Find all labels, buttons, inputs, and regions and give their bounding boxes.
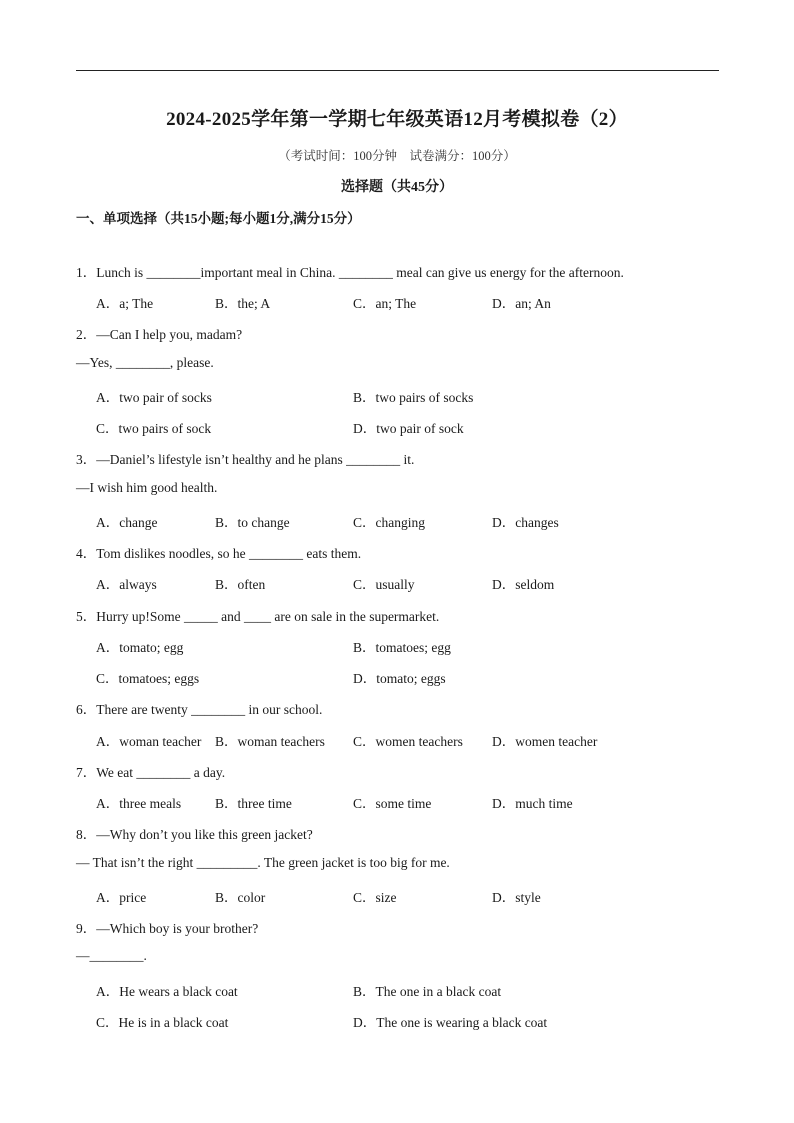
question-2-option-b[interactable]: B．two pairs of socks [353, 390, 474, 405]
question-2-stem: 2．—Can I help you, madam? [76, 327, 243, 342]
question-4-option-c[interactable]: C．usually [353, 577, 415, 592]
question-8-option-b[interactable]: B．color [215, 890, 266, 905]
question-5-option-b[interactable]: B．tomatoes; egg [353, 640, 451, 655]
question-1-option-a[interactable]: A．a; The [96, 296, 154, 311]
question-6-option-d[interactable]: D．women teacher [492, 734, 598, 749]
question-7-option-d[interactable]: D．much time [492, 796, 573, 811]
question-6-stem: 6．There are twenty ________ in our school. [76, 702, 323, 717]
question-8-option-c[interactable]: C．size [353, 890, 397, 905]
question-9-dialogue: —________. [76, 948, 147, 963]
question-8-option-a[interactable]: A．price [96, 890, 147, 905]
question-8-stem: 8．—Why don’t you like this green jacket? [76, 827, 313, 842]
question-6-option-b[interactable]: B．woman teachers [215, 734, 325, 749]
part-heading: 一、单项选择（共15小题;每小题1分,满分15分） [76, 211, 361, 226]
question-9-option-c[interactable]: C．He is in a black coat [96, 1015, 229, 1030]
question-6-option-c[interactable]: C．women teachers [353, 734, 463, 749]
header-rule [76, 70, 719, 71]
question-9-stem: 9．—Which boy is your brother? [76, 921, 259, 936]
question-1-option-d[interactable]: D．an; An [492, 296, 551, 311]
question-9-option-a[interactable]: A．He wears a black coat [96, 984, 238, 999]
question-8-dialogue: — That isn’t the right _________. The green jacket is too big for me. [76, 855, 450, 870]
question-4-option-a[interactable]: A．always [96, 577, 157, 592]
exam-subtitle: （考试时间：100分钟 试卷满分：100分） [278, 149, 516, 163]
question-9-option-b[interactable]: B．The one in a black coat [353, 984, 502, 999]
question-3-option-b[interactable]: B．to change [215, 515, 290, 530]
question-3-dialogue: —I wish him good health. [76, 480, 218, 495]
question-3-option-c[interactable]: C．changing [353, 515, 425, 530]
section-heading: 选择题（共45分） [341, 180, 453, 195]
question-5-option-c[interactable]: C．tomatoes; eggs [96, 671, 200, 686]
question-1-option-c[interactable]: C．an; The [353, 296, 417, 311]
question-8-option-d[interactable]: D．style [492, 890, 541, 905]
question-6-option-a[interactable]: A．woman teacher [96, 734, 202, 749]
question-4-option-b[interactable]: B．often [215, 577, 266, 592]
question-4-option-d[interactable]: D．seldom [492, 577, 555, 592]
question-3-stem: 3．—Daniel’s lifestyle isn’t healthy and he plans ________ it. [76, 452, 415, 467]
question-7-option-a[interactable]: A．three meals [96, 796, 182, 811]
exam-title: 2024-2025学年第一学期七年级英语12月考模拟卷（2） [166, 109, 628, 130]
question-4-stem: 4．Tom dislikes noodles, so he ________ eats them. [76, 546, 362, 561]
question-7-option-b[interactable]: B．three time [215, 796, 292, 811]
question-1-option-b[interactable]: B．the; A [215, 296, 271, 311]
question-2-dialogue: —Yes, ________, please. [76, 355, 214, 370]
question-7-option-c[interactable]: C．some time [353, 796, 432, 811]
question-5-option-d[interactable]: D．tomato; eggs [353, 671, 446, 686]
question-2-option-c[interactable]: C．two pairs of sock [96, 421, 212, 436]
question-9-option-d[interactable]: D．The one is wearing a black coat [353, 1015, 548, 1030]
question-5-stem: 5．Hurry up!Some _____ and ____ are on sale in the supermarket. [76, 609, 440, 624]
question-2-option-d[interactable]: D．two pair of sock [353, 421, 464, 436]
question-3-option-a[interactable]: A．change [96, 515, 158, 530]
question-1-stem: 1．Lunch is ________important meal in China. ________ meal can give us energy for the afternoon. [76, 265, 624, 280]
question-3-option-d[interactable]: D．changes [492, 515, 559, 530]
question-5-option-a[interactable]: A．tomato; egg [96, 640, 184, 655]
question-7-stem: 7．We eat ________ a day. [76, 765, 226, 780]
question-2-option-a[interactable]: A．two pair of socks [96, 390, 212, 405]
